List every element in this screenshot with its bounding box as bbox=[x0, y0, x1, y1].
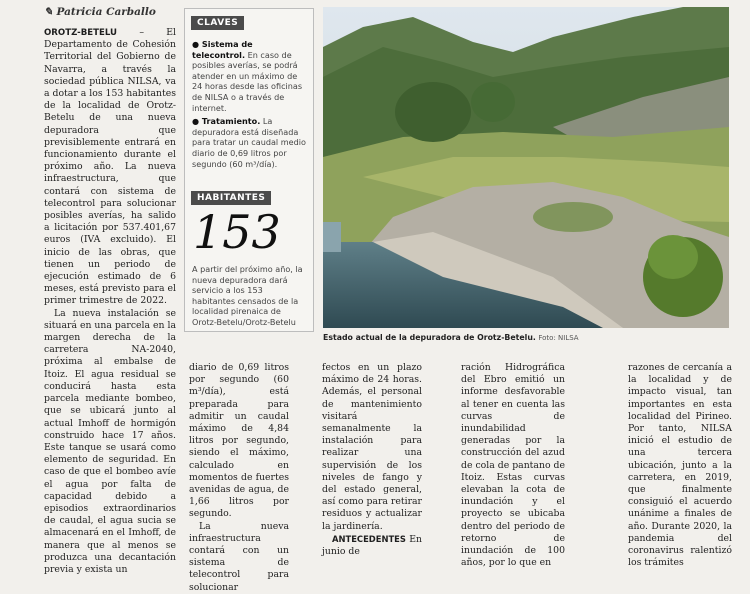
byline: ✎ Patricia Carballo bbox=[44, 6, 156, 18]
paragraph-2: La nueva instalación se situará en una parcela en la margen derecha de la carretera NA-2040, próxima al embalse de Itoiz. El agua residual se conducirá hasta esta parcela mediante bombeo, que se ubicará junto al actual Imhoff de hormigón construido hace 17 años. Este tanque se usará como elemento de seguridad. En caso de que el bombeo avíe el agua por falta de capacidad debido a episodios extraordinarios de caudal, el agua sucia se almacenará en el Imhoff, de manera que al menos se produzca una decantación previa y exista un bbox=[44, 307, 176, 575]
column-3-paragraph: fectos en un plazo máximo de 24 horas. Además, el personal de mantenimiento visitará semanalmente la instalación para realizar una supervisión de los niveles de fango y del estado general, así como para retirar residuos y actualizar la jardinería. bbox=[322, 362, 422, 532]
article-column-1 bbox=[44, 27, 176, 575]
habitantes-text: A partir del próximo año, la nueva depuradora dará servicio a los 153 habitantes censados de la localidad pirenaica de Orotz-Betelu/Orotz-Betelu bbox=[192, 264, 303, 327]
habitantes-tag: HABITANTES bbox=[191, 191, 271, 205]
column-4-paragraph: ración Hidrográfica del Ebro emitió un informe desfavorable al tener en cuenta las curvas de inundabilidad generadas por la construcción del azud de cola de pantano de Itoiz. Estas curvas elevaban la cota de inundación y el proyecto se ubicaba dentro del periodo de retorno de inundación de 100 años, por lo que en bbox=[461, 362, 565, 569]
article-column-5 bbox=[628, 362, 732, 569]
paragraph-1: – El Departamento de Cohesión Territorial del Gobierno de Navarra, a través la sociedad pública NILSA, va a dotar a los 153 habitantes de la localidad de Orotz-Betelu de una nueva depuradora que previsiblemente entrará en funcionamiento durante el próximo año. La nueva infraestructura, que contará con sistema de telecontrol para solucionar posibles averías, ha salido a licitación por 537.401,67 euros (IVA excluido). El inicio de las obras, que tienen un periodo de ejecución estimado de 6 meses, está previsto para el primer trimestre de 2022. bbox=[44, 27, 176, 307]
article-column-4 bbox=[461, 362, 565, 569]
habitantes-number: 153 bbox=[193, 205, 281, 259]
column-2-paragraph-2: La nueva infraestructura contará con un sistema de telecontrol para solucionar bbox=[189, 520, 289, 593]
claves-tag: CLAVES bbox=[191, 16, 244, 30]
photo-credit: Foto: NILSA bbox=[538, 334, 579, 342]
claves-item bbox=[192, 116, 306, 169]
photo-depuradora bbox=[323, 7, 729, 328]
sidebar-box bbox=[184, 8, 314, 332]
photo-caption bbox=[323, 333, 743, 342]
claves-item-text: La depuradora está diseñada para tratar un caudal medio diario de 0,69 litros por segundo (60 m³/día). bbox=[192, 116, 306, 169]
dateline: OROTZ-BETELU bbox=[44, 28, 118, 38]
bullet-icon: ● bbox=[192, 116, 202, 127]
landscape-photo-illustration bbox=[323, 7, 729, 328]
claves-item-title: Tratamiento. bbox=[201, 116, 261, 127]
bullet-icon: ● bbox=[192, 39, 202, 49]
article-column-2 bbox=[189, 362, 289, 593]
antecedentes-heading: ANTECEDENTES bbox=[332, 533, 406, 544]
claves-item-title: Sistema de telecontrol. bbox=[192, 39, 253, 60]
column-2-paragraph: diario de 0,69 litros por segundo (60 m³/día), está preparada para admitir un caudal máximo de 4,84 litros por segundo, siendo el máximo, calculado en momentos de fuertes avenidas de agua, de 1,66 litros por segundo. bbox=[189, 362, 289, 520]
claves-item bbox=[192, 39, 306, 113]
caption-text: Estado actual de la depuradora de Orotz-Betelu. bbox=[323, 333, 536, 342]
article-column-3 bbox=[322, 362, 422, 558]
column-3-paragraph-2: En junio de bbox=[322, 533, 422, 558]
claves-list bbox=[192, 39, 306, 172]
claves-item-text: En caso de posibles averías, se podrá atender en un máximo de 24 horas desde las oficinas de NILSA o a través de internet. bbox=[192, 49, 303, 113]
column-5-paragraph: razones de cercanía a la localidad y de impacto visual, tan importantes en esta localidad del Pirineo. Por tanto, NILSA inició el estudio de una tercera ubicación, junto a la carretera, en 2019, que finalmente consiguió el acuerdo unánime a finales de año. Durante 2020, la pandemia del coronavirus ralentizó los trámites bbox=[628, 362, 732, 569]
